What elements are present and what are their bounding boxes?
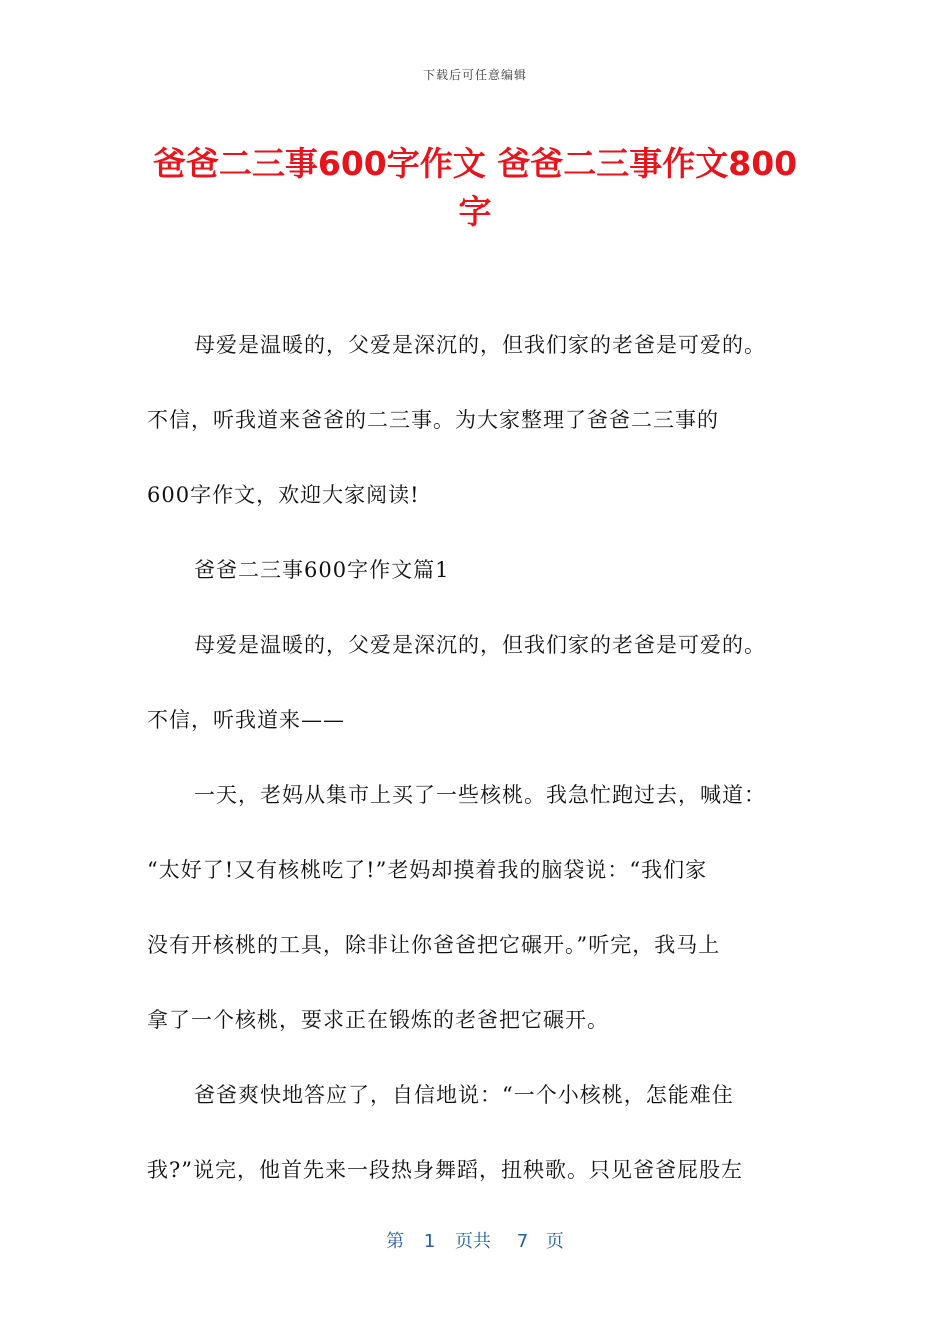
paragraph-line: 我?”说完，他首先来一段热身舞蹈，扭秧歌。只见爸爸屁股左 xyxy=(147,1158,743,1182)
paragraph-line: 母爱是温暖的，父爱是深沉的，但我们家的老爸是可爱的。 xyxy=(194,333,766,357)
paragraph-line: 没有开核桃的工具，除非让你爸爸把它碾开。”听完，我马上 xyxy=(147,933,721,957)
footer-middle: 页共 xyxy=(455,1231,491,1252)
document-body xyxy=(147,308,812,1208)
section-heading: 爸爸二三事600字作文篇1 xyxy=(194,558,450,582)
paragraph-line: 母爱是温暖的，父爱是深沉的，但我们家的老爸是可爱的。 xyxy=(194,633,766,657)
paragraph-line: 拿了一个核桃，要求正在锻炼的老爸把它碾开。 xyxy=(147,1008,609,1032)
paragraph-line: 不信，听我道来爸爸的二三事。为大家整理了爸爸二三事的 xyxy=(147,408,719,432)
paragraph-line: 一天，老妈从集市上买了一些核桃。我急忙跑过去，喊道： xyxy=(194,783,766,807)
footer-suffix: 页 xyxy=(545,1231,564,1252)
paragraph-line: 爸爸爽快地答应了，自信地说：“一个小核桃，怎能难住 xyxy=(194,1083,734,1107)
header-note: 下载后可任意编辑 xyxy=(422,68,527,82)
page-footer xyxy=(0,1227,950,1253)
paragraph-line: “太好了!又有核桃吃了!”老妈却摸着我的脑袋说：“我们家 xyxy=(147,858,708,882)
footer-page-number: 1 xyxy=(423,1231,436,1252)
paragraph-line: 600字作文，欢迎大家阅读! xyxy=(147,483,420,507)
document-title: 爸爸二三事600字作文 爸爸二三事作文800字 xyxy=(152,144,798,231)
footer-total-pages: 7 xyxy=(516,1231,529,1252)
paragraph-line: 不信，听我道来—— xyxy=(147,708,345,732)
footer-prefix: 第 xyxy=(386,1231,405,1252)
